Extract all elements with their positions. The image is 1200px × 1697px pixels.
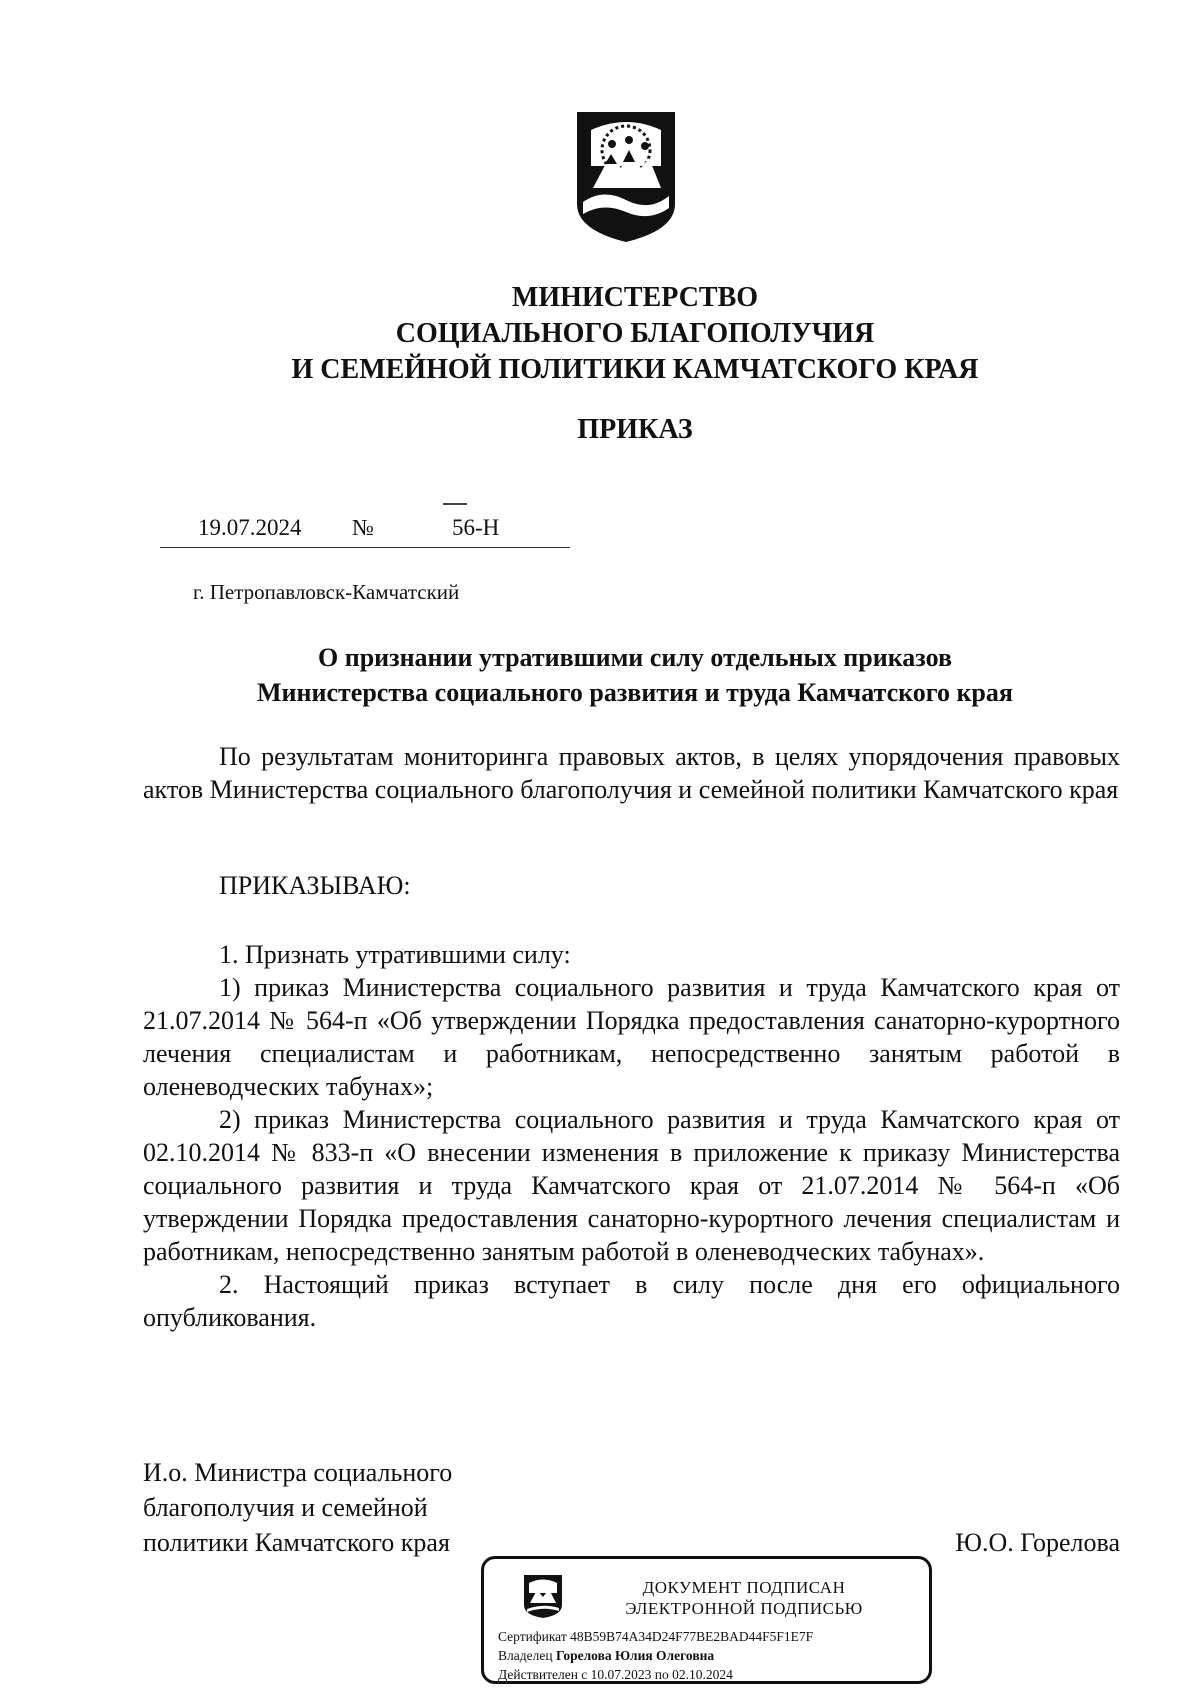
orders-text: ПРИКАЗЫВАЮ: xyxy=(219,871,411,900)
item-2: 2. Настоящий приказ вступает в силу после дня его официального опубликования. xyxy=(143,1270,1120,1332)
valid-from: 10.07.2023 xyxy=(590,1667,652,1682)
order-number: 56-Н xyxy=(452,515,500,540)
subject-line-2: Министерства социального развития и труда Камчатского края xyxy=(257,678,1013,707)
certificate-label: Сертификат xyxy=(498,1629,567,1644)
intro-text: По результатам мониторинга правовых актов, в целях упорядочения правовых актов Министерства социального благополучия и семейной политики Камчатского края xyxy=(143,742,1120,804)
position-line-2: благополучия и семейной xyxy=(143,1493,428,1522)
signatory-position xyxy=(143,1455,452,1560)
stamp-title-line-1: ДОКУМЕНТ ПОДПИСАН xyxy=(642,1578,846,1597)
subject-line-1: О признании утратившими силу отдельных приказов xyxy=(317,643,952,672)
registration-mark xyxy=(443,503,467,505)
city: г. Петропавловск-Камчатский xyxy=(193,580,460,604)
orders-heading xyxy=(143,869,1120,902)
owner-label: Владелец xyxy=(498,1648,553,1663)
order-date: 19.07.2024 xyxy=(198,515,302,540)
intro-paragraph xyxy=(143,740,1120,806)
organization-name xyxy=(150,280,1120,388)
certificate-line xyxy=(498,1629,813,1645)
stamp-title xyxy=(594,1577,894,1619)
valid-to: 02.10.2024 xyxy=(672,1667,733,1682)
owner-value: Горелова Юлия Олеговна xyxy=(555,1648,715,1663)
number-sign: № xyxy=(352,515,374,540)
org-line-3: И СЕМЕЙНОЙ ПОЛИТИКИ КАМЧАТСКОГО КРАЯ xyxy=(291,354,979,385)
certificate-value: 48B59B74A34D24F77BE2BAD44F5F1E7F xyxy=(570,1629,814,1644)
valid-to-label: по xyxy=(654,1667,669,1682)
electronic-signature-stamp xyxy=(481,1556,932,1684)
validity-line xyxy=(498,1667,733,1683)
document-type: ПРИКАЗ xyxy=(577,414,693,445)
order-subject xyxy=(150,640,1120,710)
item-1-1: 1) приказ Министерства социального развития и труда Камчатского края от 21.07.2014 № 564-п «Об утверждении Порядка предоставления санаторно-курортного лечения специалистам и работникам, непосредственно занятым работой в оленеводческих табунах»; xyxy=(143,973,1120,1101)
stamp-title-line-2: ЭЛЕКТРОННОЙ ПОДПИСЬЮ xyxy=(625,1599,863,1618)
kamchatka-coat-of-arms-small-icon xyxy=(522,1573,564,1619)
position-line-1: И.о. Министра социального xyxy=(143,1458,453,1487)
org-line-1: МИНИСТЕРСТВО xyxy=(511,282,759,313)
org-line-2: СОЦИАЛЬНОГО БЛАГОПОЛУЧИЯ xyxy=(395,318,875,349)
signatory-name: Ю.О. Горелова xyxy=(955,1528,1120,1557)
item-1-2: 2) приказ Министерства социального развития и труда Камчатского края от 02.10.2014 № 833-п «О внесении изменения в приложение к приказу Министерства социального развития и труда Камчатского края от 21.07.2014 № 564-п «Об утверждении Порядка предоставления санаторно-курортного лечения специалистам и работникам, непосредственно занятым работой в оленеводческих табунах». xyxy=(143,1105,1120,1266)
order-items xyxy=(143,938,1120,1334)
date-number-line xyxy=(160,515,570,548)
owner-line xyxy=(498,1648,714,1664)
kamchatka-coat-of-arms-icon xyxy=(573,108,679,244)
position-line-3: политики Камчатского края xyxy=(143,1528,450,1557)
item-1: 1. Признать утратившими силу: xyxy=(219,940,571,969)
valid-label: Действителен с xyxy=(498,1667,588,1682)
